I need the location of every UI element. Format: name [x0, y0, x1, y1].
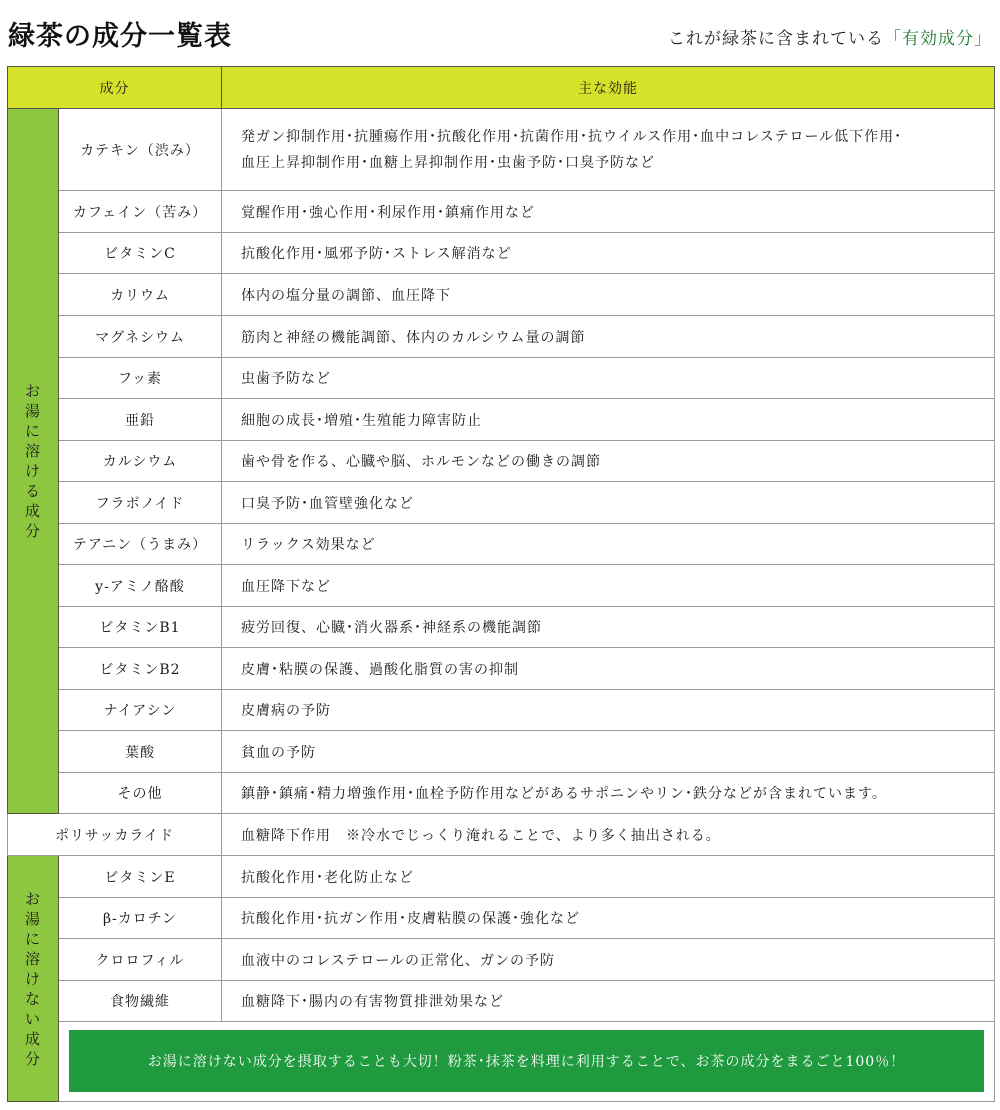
table-row: [8, 939, 995, 981]
component-name: 葉酸: [59, 731, 222, 773]
components-table: [7, 66, 995, 1102]
table-row: [8, 981, 995, 1022]
component-name: カルシウム: [59, 441, 222, 482]
page-header: [0, 0, 1000, 66]
component-effect: 抗酸化作用･抗ガン作用･皮膚粘膜の保護･強化など: [222, 898, 995, 939]
page-subtitle: [668, 24, 992, 49]
special-section: [8, 814, 995, 856]
component-effect: 筋肉と神経の機能調節、体内のカルシウム量の調節: [222, 316, 995, 358]
column-header-component: 成分: [8, 67, 222, 109]
table-row: [8, 482, 995, 524]
table-row: [8, 233, 995, 274]
note-cell: [59, 1022, 995, 1102]
component-effect: 血液中のコレステロールの正常化、ガンの予防: [222, 939, 995, 981]
table-row: [8, 524, 995, 565]
page-title: 緑茶の成分一覧表: [8, 21, 232, 52]
component-effect: 貧血の予防: [222, 731, 995, 773]
component-effect: 発ガン抑制作用･抗腫瘍作用･抗酸化作用･抗菌作用･抗ウイルス作用･血中コレステロール低下作用･ 血圧上昇抑制作用･血糖上昇抑制作用･虫歯予防･口臭予防など: [222, 109, 995, 191]
component-effect: 血糖降下作用 ※冷水でじっくり淹れることで、より多く抽出される。: [222, 814, 995, 856]
component-effect: 細胞の成長･増殖･生殖能力障害防止: [222, 399, 995, 441]
component-effect: 血圧降下など: [222, 565, 995, 607]
component-name: β-カロチン: [59, 898, 222, 939]
table-row: [8, 399, 995, 441]
component-name: ビタミンB1: [59, 607, 222, 648]
table-row: [8, 565, 995, 607]
table-row: [8, 773, 995, 814]
component-name: カリウム: [59, 274, 222, 316]
subtitle-highlight: 「有効成分」: [884, 29, 992, 49]
table-row: [8, 648, 995, 690]
note-row: [8, 1022, 995, 1102]
column-header-effect: 主な効能: [222, 67, 995, 109]
table-header-row: [8, 67, 995, 109]
component-name: カフェイン（苦み）: [59, 191, 222, 233]
component-effect: 虫歯予防など: [222, 358, 995, 399]
insoluble-section: [8, 856, 995, 1102]
component-name: マグネシウム: [59, 316, 222, 358]
table-row: [8, 856, 995, 898]
component-effect: 皮膚病の予防: [222, 690, 995, 731]
component-name: 亜鉛: [59, 399, 222, 441]
component-effect: 歯や骨を作る、心臓や脳、ホルモンなどの働きの調節: [222, 441, 995, 482]
component-name: ビタミンE: [59, 856, 222, 898]
soluble-group-label: お 湯 に 溶 け る 成 分: [24, 382, 41, 540]
table-row: [8, 358, 995, 399]
insoluble-group: [8, 856, 59, 1102]
table-row: [8, 316, 995, 358]
table-row: [8, 274, 995, 316]
component-name: その他: [59, 773, 222, 814]
component-name: フラボノイド: [59, 482, 222, 524]
component-name: フッ素: [59, 358, 222, 399]
table-row: [8, 731, 995, 773]
table-row: [8, 607, 995, 648]
table-row: [8, 690, 995, 731]
table-row: [8, 898, 995, 939]
soluble-section: [8, 109, 995, 814]
component-name: テアニン（うまみ）: [59, 524, 222, 565]
component-effect: リラックス効果など: [222, 524, 995, 565]
component-effect: 血糖降下･腸内の有害物質排泄効果など: [222, 981, 995, 1022]
component-name: 食物繊維: [59, 981, 222, 1022]
component-name: ビタミンB2: [59, 648, 222, 690]
component-effect: 鎮静･鎮痛･精力増強作用･血栓予防作用などがあるサポニンやリン･鉄分などが含まれています。: [222, 773, 995, 814]
table-row: [8, 441, 995, 482]
component-effect: 疲労回復、心臓･消火器系･神経系の機能調節: [222, 607, 995, 648]
table-row: [8, 814, 995, 856]
table-row: [8, 109, 995, 191]
component-effect: 抗酸化作用･風邪予防･ストレス解消など: [222, 233, 995, 274]
component-name: クロロフィル: [59, 939, 222, 981]
component-effect: 口臭予防･血管壁強化など: [222, 482, 995, 524]
component-effect: 皮膚･粘膜の保護、過酸化脂質の害の抑制: [222, 648, 995, 690]
component-effect: 体内の塩分量の調節、血圧降下: [222, 274, 995, 316]
note-banner: お湯に溶けない成分を摂取することも大切！粉茶･抹茶を料理に利用することで、お茶の成分をまるごと100％！: [69, 1030, 984, 1092]
table-row: [8, 191, 995, 233]
component-name: y-アミノ酪酸: [59, 565, 222, 607]
component-name: カテキン（渋み）: [59, 109, 222, 191]
component-name: ポリサッカライド: [8, 814, 222, 856]
component-effect: 覚醒作用･強心作用･利尿作用･鎮痛作用など: [222, 191, 995, 233]
component-name: ナイアシン: [59, 690, 222, 731]
component-effect: 抗酸化作用･老化防止など: [222, 856, 995, 898]
insoluble-group-label: お 湯 に 溶 け な い 成 分: [24, 889, 41, 1068]
component-name: ビタミンC: [59, 233, 222, 274]
soluble-group: [8, 109, 59, 814]
subtitle-text: これが緑茶に含まれている: [668, 29, 884, 49]
